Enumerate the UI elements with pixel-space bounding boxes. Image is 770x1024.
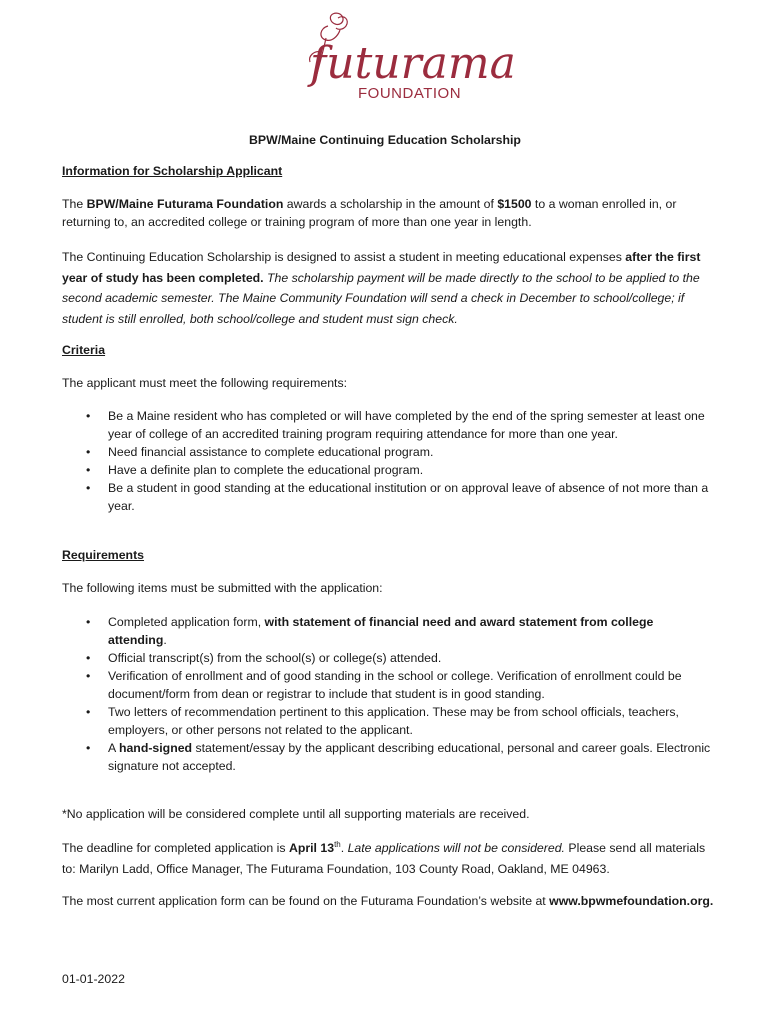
deadline-paragraph: The deadline for completed application is April 13th. Late applications will not be considered. Please send all materials to: Marilyn Ladd, Office Manager, The Futurama Foundation, 103 County Road, Oakland, ME 04963. — [62, 839, 706, 876]
criteria-item: • Be a Maine resident who has completed or will have completed by the end of the spring semester at least one year of college of an accredited training program requiring attendance for more than one year. — [62, 407, 714, 443]
website-paragraph: The most current application form can be found on the Futurama Foundation’s website at www.bpwmefoundation.org. — [62, 894, 714, 908]
requirements-list — [62, 613, 714, 775]
requirement-item: • Completed application form, with statement of financial need and award statement from college attending. — [62, 613, 714, 649]
criteria-item: • Have a definite plan to complete the educational program. — [62, 461, 714, 479]
website-link[interactable]: www.bpwmefoundation.org. — [549, 894, 714, 908]
requirement-item: • Two letters of recommendation pertinent to this application. These may be from school officials, teachers, employers, or other persons not related to the applicant. — [62, 703, 714, 739]
requirement-item: • Official transcript(s) from the school(s) or college(s) attended. — [62, 649, 714, 667]
criteria-lead: The applicant must meet the following requirements: — [62, 376, 348, 390]
info-heading: Information for Scholarship Applicant — [62, 164, 283, 178]
criteria-list — [62, 407, 714, 515]
requirements-heading: Requirements — [62, 548, 145, 562]
note-text: *No application will be considered complete until all supporting materials are received. — [62, 807, 530, 821]
requirements-lead: The following items must be submitted with the application: — [62, 581, 383, 595]
page-title: BPW/Maine Continuing Education Scholarship — [249, 133, 521, 147]
criteria-item: • Need financial assistance to complete educational program. — [62, 443, 714, 461]
document-date: 01-01-2022 — [62, 972, 125, 986]
criteria-heading: Criteria — [62, 343, 106, 357]
futurama-logo — [288, 8, 516, 104]
requirement-item: • Verification of enrollment and of good standing in the school or college. Verification of enrollment could be document/form from dean or registrar to include that student is in good standing. — [62, 667, 714, 703]
requirement-item: • A hand-signed statement/essay by the applicant describing educational, personal and career goals. Electronic signature not accepted. — [62, 739, 714, 775]
intro-paragraph-2: The Continuing Education Scholarship is designed to assist a student in meeting educational expenses after the first year of study has been completed. The scholarship payment will be made directly to the school to be applied to the second academic semester. The Maine Community Foundation will send a check in December to school/college; if student is still enrolled, both school/college and student must sign check. — [62, 250, 701, 326]
logo-subtitle: FOUNDATION — [358, 85, 462, 102]
criteria-item: • Be a student in good standing at the educational institution or on approval leave of absence of not more than a year. — [62, 479, 714, 515]
intro-paragraph-1: The BPW/Maine Futurama Foundation awards a scholarship in the amount of $1500 to a woman enrolled in, or returning to, an accredited college or training program of more than one year in length. — [62, 197, 677, 229]
logo-wordmark: futurama — [310, 38, 516, 89]
